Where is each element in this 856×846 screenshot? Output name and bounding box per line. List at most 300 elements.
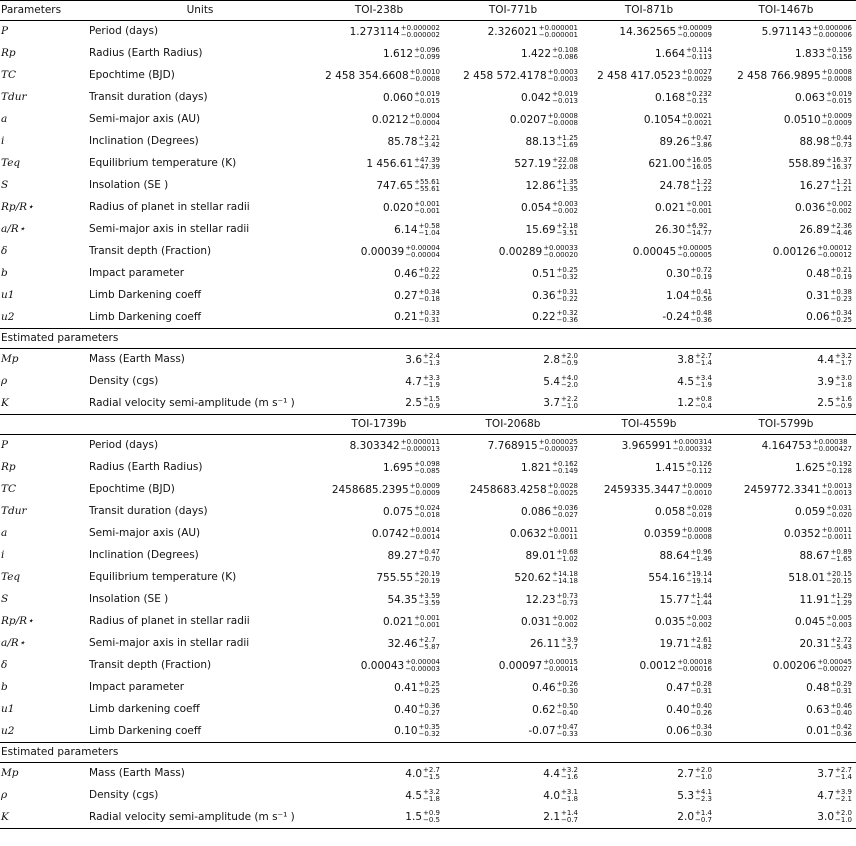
value-main: 0.045 <box>795 615 826 628</box>
parameter-value <box>582 699 716 721</box>
parameter-value <box>716 545 856 567</box>
value-minus-error: −1.0 <box>835 816 852 825</box>
parameter-value <box>444 393 582 415</box>
parameter-value <box>314 109 444 131</box>
value-minus-error: −0.027 <box>552 510 578 519</box>
parameter-symbol: Mp <box>1 767 19 780</box>
value-errors <box>557 549 578 563</box>
value-main: 1.625 <box>795 461 826 474</box>
value-plus-error: +0.000011 <box>400 437 440 446</box>
value-minus-error: −0.013 <box>552 96 578 105</box>
value-minus-error: −0.019 <box>686 510 712 519</box>
value-minus-error: −0.0011 <box>821 532 852 541</box>
table-row <box>0 807 856 829</box>
value-minus-error: −1.7 <box>835 358 852 367</box>
value-minus-error: −1.02 <box>556 554 578 563</box>
value-main: 0.31 <box>806 289 830 302</box>
value-plus-error: +6.92 <box>686 221 708 230</box>
value-main: 2 458 417.0523 <box>597 69 681 82</box>
value-errors <box>405 659 440 673</box>
value-errors <box>686 91 712 105</box>
value-main: 32.46 <box>387 637 418 650</box>
parameter-value <box>444 21 582 43</box>
value-plus-error: +0.162 <box>552 459 578 468</box>
parameter-value <box>716 501 856 523</box>
value-plus-error: +0.002 <box>826 199 852 208</box>
value-main: 0.00206 <box>772 659 817 672</box>
parameter-value <box>582 241 716 263</box>
parameter-value <box>444 109 582 131</box>
value-main: 0.021 <box>655 201 686 214</box>
value-minus-error: −0.002 <box>686 620 712 629</box>
value-errors <box>561 396 578 410</box>
value-plus-error: +22.08 <box>552 155 578 164</box>
parameter-value <box>582 611 716 633</box>
value-main: 3.6 <box>405 353 422 366</box>
value-errors <box>835 353 852 367</box>
value-plus-error: +16.05 <box>686 155 712 164</box>
value-plus-error: +0.21 <box>830 265 852 274</box>
parameter-value <box>444 435 582 457</box>
value-minus-error: −20.19 <box>414 576 440 585</box>
value-plus-error: +0.001 <box>414 199 440 208</box>
value-minus-error: −0.000001 <box>538 30 578 39</box>
value-errors <box>691 724 712 738</box>
value-main: 0.031 <box>521 615 552 628</box>
value-main: 0.054 <box>521 201 552 214</box>
value-main: 26.11 <box>529 637 560 650</box>
value-errors <box>423 353 440 367</box>
value-minus-error: −0.18 <box>418 294 440 303</box>
parameter-symbol: u1 <box>1 289 15 301</box>
value-plus-error: +3.59 <box>418 591 440 600</box>
parameter-symbol: ρ <box>1 789 8 801</box>
parameter-symbol: ρ <box>1 375 8 387</box>
value-minus-error: −0.00012 <box>817 250 852 259</box>
value-errors <box>817 659 852 673</box>
value-minus-error: −0.19 <box>830 272 852 281</box>
value-main: 0.30 <box>666 267 690 280</box>
value-plus-error: +55.61 <box>414 177 440 186</box>
value-plus-error: +2.0 <box>695 765 712 774</box>
value-errors <box>552 505 578 519</box>
value-plus-error: +0.31 <box>556 287 578 296</box>
value-plus-error: +0.00005 <box>677 243 712 252</box>
value-plus-error: +0.0008 <box>821 67 852 76</box>
value-minus-error: −0.32 <box>418 730 440 739</box>
parameter-value <box>582 21 716 43</box>
parameter-symbol: K <box>0 393 86 415</box>
value-plus-error: +0.108 <box>552 45 578 54</box>
value-main: 0.22 <box>532 311 556 324</box>
value-plus-error: +0.22 <box>418 265 440 274</box>
value-plus-error: +3.4 <box>695 373 712 382</box>
value-plus-error: +0.0021 <box>681 111 712 120</box>
parameter-unit: Mass (Earth Mass) <box>89 767 185 780</box>
value-errors <box>401 25 440 39</box>
value-main: 1.273114 <box>349 25 400 38</box>
parameter-value <box>582 109 716 131</box>
value-errors <box>691 681 712 695</box>
value-plus-error: +0.028 <box>686 503 712 512</box>
value-main: 3.8 <box>677 353 694 366</box>
value-plus-error: +1.5 <box>423 395 440 404</box>
value-errors <box>831 637 852 651</box>
value-errors <box>557 223 578 237</box>
table-row <box>0 523 856 545</box>
value-main: 0.035 <box>655 615 686 628</box>
value-plus-error: +0.0013 <box>821 481 852 490</box>
value-minus-error: −0.00004 <box>405 250 440 259</box>
value-minus-error: −2.1 <box>835 794 852 803</box>
value-errors <box>695 353 712 367</box>
parameter-value <box>582 523 716 545</box>
value-main: 0.62 <box>532 703 556 716</box>
value-minus-error: −22.08 <box>552 162 578 171</box>
value-minus-error: −0.36 <box>830 730 852 739</box>
value-errors <box>831 549 852 563</box>
value-plus-error: +0.36 <box>418 701 440 710</box>
parameter-value <box>314 677 444 699</box>
table-row <box>0 435 856 457</box>
value-main: 7.768915 <box>487 439 538 452</box>
value-main: 16.27 <box>799 179 830 192</box>
parameter-value <box>716 307 856 329</box>
value-main: 19.71 <box>659 637 690 650</box>
value-plus-error: +0.0011 <box>821 525 852 534</box>
value-errors <box>410 69 440 83</box>
value-minus-error: −0.0003 <box>547 74 578 83</box>
value-errors <box>405 245 440 259</box>
parameter-value <box>314 393 444 415</box>
parameter-symbol: b <box>1 267 8 279</box>
parameter-symbol: Teq <box>1 157 21 169</box>
value-plus-error: +0.48 <box>690 309 712 318</box>
value-plus-error: +0.096 <box>414 45 440 54</box>
value-errors <box>831 724 852 738</box>
parameter-value <box>314 263 444 285</box>
value-minus-error: −4.46 <box>830 228 852 237</box>
table-row <box>0 371 856 393</box>
value-plus-error: +2.61 <box>690 635 712 644</box>
parameter-value <box>314 21 444 43</box>
value-errors <box>831 223 852 237</box>
value-main: 0.01 <box>806 725 830 738</box>
value-minus-error: −0.30 <box>556 686 578 695</box>
parameter-unit: Epochtime (BJD) <box>89 483 175 495</box>
parameter-value <box>314 307 444 329</box>
value-errors <box>419 593 440 607</box>
value-main: 0.40 <box>666 703 690 716</box>
value-minus-error: −0.23 <box>830 294 852 303</box>
parameter-value <box>314 721 444 743</box>
table-row <box>0 479 856 501</box>
value-errors <box>561 353 578 367</box>
parameter-value <box>582 197 716 219</box>
section-header-row <box>0 329 856 349</box>
value-main: 0.0510 <box>783 113 821 126</box>
value-main: 0.00045 <box>632 245 677 258</box>
header-planet: TOI-238b <box>314 1 444 21</box>
value-plus-error: +0.003 <box>552 199 578 208</box>
value-minus-error: −0.00014 <box>543 664 578 673</box>
value-main: 3.965991 <box>621 439 672 452</box>
value-errors <box>835 789 852 803</box>
value-errors <box>682 483 712 497</box>
value-plus-error: +0.68 <box>556 547 578 556</box>
value-minus-error: −1.21 <box>830 184 852 193</box>
parameter-value <box>444 131 582 153</box>
value-errors <box>414 179 440 193</box>
parameter-value <box>716 263 856 285</box>
parameter-value <box>716 785 856 807</box>
parameter-symbol: u2 <box>0 307 86 329</box>
value-errors <box>561 810 578 824</box>
value-errors <box>552 461 578 475</box>
value-errors <box>414 505 440 519</box>
parameter-value <box>314 175 444 197</box>
parameter-value <box>582 785 716 807</box>
value-errors <box>831 135 852 149</box>
value-main: -0.24 <box>662 311 690 324</box>
parameter-symbol: Rp <box>1 47 16 59</box>
value-minus-error: −0.015 <box>414 96 440 105</box>
parameter-value <box>582 567 716 589</box>
value-main: 2458685.2395 <box>331 483 409 496</box>
parameter-value <box>444 501 582 523</box>
value-minus-error: −0.5 <box>423 816 440 825</box>
value-minus-error: −0.00005 <box>677 250 712 259</box>
parameter-symbol: Rp <box>1 461 16 473</box>
value-main: 0.0207 <box>509 113 547 126</box>
parameter-unit: Mass (Earth Mass) <box>89 353 185 366</box>
value-minus-error: −1.0 <box>561 402 578 411</box>
parameter-value <box>716 197 856 219</box>
value-main: 0.27 <box>394 289 418 302</box>
parameter-value <box>314 131 444 153</box>
value-errors <box>826 201 852 215</box>
value-main: 2.8 <box>543 353 560 366</box>
value-minus-error: −0.112 <box>686 466 712 475</box>
value-errors <box>831 267 852 281</box>
value-main: 1.664 <box>655 47 686 60</box>
value-errors <box>552 615 578 629</box>
value-errors <box>414 615 440 629</box>
parameter-unit: Semi-major axis in stellar radii <box>89 223 250 235</box>
value-plus-error: +0.89 <box>830 547 852 556</box>
value-main: 0.40 <box>394 703 418 716</box>
parameter-value <box>582 285 716 307</box>
value-main: 0.0632 <box>509 527 547 540</box>
value-plus-error: +0.9 <box>423 809 440 818</box>
value-plus-error: +0.8 <box>695 395 712 404</box>
value-main: 11.91 <box>799 593 830 606</box>
parameter-value <box>444 785 582 807</box>
value-minus-error: −0.9 <box>835 402 852 411</box>
parameter-value <box>582 633 716 655</box>
header-planet: TOI-1739b <box>314 415 444 435</box>
value-plus-error: +20.19 <box>414 569 440 578</box>
value-errors <box>557 289 578 303</box>
value-errors <box>419 549 440 563</box>
value-main: 527.19 <box>514 157 552 170</box>
value-errors <box>673 439 712 453</box>
value-minus-error: −0.31 <box>418 316 440 325</box>
value-plus-error: +1.35 <box>556 177 578 186</box>
value-main: 3.7 <box>817 767 834 780</box>
value-minus-error: −0.0021 <box>681 118 712 127</box>
parameter-value <box>314 763 444 785</box>
value-minus-error: −0.002 <box>826 206 852 215</box>
value-errors <box>686 571 712 585</box>
value-main: 1 456.61 <box>366 157 414 170</box>
value-main: 2.7 <box>677 767 694 780</box>
value-plus-error: +0.96 <box>690 547 712 556</box>
value-minus-error: −0.002 <box>552 620 578 629</box>
value-main: 2.5 <box>405 397 422 410</box>
parameter-value <box>314 479 444 501</box>
value-minus-error: −0.085 <box>414 466 440 475</box>
table-row <box>0 307 856 329</box>
table-row <box>0 65 856 87</box>
value-main: 4.5 <box>677 375 694 388</box>
value-main: 88.98 <box>799 135 830 148</box>
value-minus-error: −1.8 <box>423 794 440 803</box>
value-main: 0.020 <box>383 201 414 214</box>
parameter-unit: Transit duration (days) <box>89 91 208 103</box>
value-minus-error: −0.0009 <box>409 488 440 497</box>
parameter-value <box>582 545 716 567</box>
value-minus-error: −0.018 <box>414 510 440 519</box>
value-minus-error: −0.9 <box>423 402 440 411</box>
table-row <box>0 545 856 567</box>
parameter-value <box>582 43 716 65</box>
table-row <box>0 589 856 611</box>
value-minus-error: −0.000002 <box>400 30 440 39</box>
value-plus-error: +0.47 <box>418 547 440 556</box>
parameter-symbol: K <box>0 807 86 829</box>
value-plus-error: +1.29 <box>830 591 852 600</box>
parameter-unit: Equilibrium temperature (K) <box>89 157 237 169</box>
value-plus-error: +2.4 <box>423 351 440 360</box>
parameter-value <box>444 175 582 197</box>
value-errors <box>419 135 440 149</box>
value-plus-error: +0.00004 <box>405 243 440 252</box>
value-main: 2 458 354.6608 <box>325 69 409 82</box>
value-errors <box>826 47 852 61</box>
value-plus-error: +16.37 <box>826 155 852 164</box>
parameter-value <box>444 567 582 589</box>
value-errors <box>557 267 578 281</box>
value-plus-error: +3.0 <box>835 373 852 382</box>
value-errors <box>414 91 440 105</box>
value-minus-error: −16.37 <box>826 162 852 171</box>
value-errors <box>686 47 712 61</box>
parameter-value <box>716 131 856 153</box>
table-row <box>0 349 856 371</box>
header-planet: TOI-1467b <box>716 1 856 21</box>
value-plus-error: +0.192 <box>826 459 852 468</box>
value-errors <box>561 637 578 651</box>
parameter-value <box>314 371 444 393</box>
value-minus-error: −0.0008 <box>409 74 440 83</box>
value-minus-error: −3.59 <box>418 598 440 607</box>
value-main: 0.0012 <box>639 659 677 672</box>
value-errors <box>419 223 440 237</box>
value-minus-error: −0.31 <box>690 686 712 695</box>
value-plus-error: +0.0010 <box>409 67 440 76</box>
value-main: 0.63 <box>806 703 830 716</box>
value-plus-error: +0.036 <box>552 503 578 512</box>
parameter-value <box>716 677 856 699</box>
parameter-unit: Equilibrium temperature (K) <box>89 571 237 583</box>
parameter-value <box>716 763 856 785</box>
parameter-value <box>314 435 444 457</box>
value-plus-error: +0.0004 <box>409 111 440 120</box>
value-main: 4.0 <box>405 767 422 780</box>
value-minus-error: −5.43 <box>830 642 852 651</box>
parameter-value <box>444 153 582 175</box>
parameter-unit: Radius of planet in stellar radii <box>89 201 250 213</box>
parameter-value <box>444 43 582 65</box>
header-planet: TOI-2068b <box>444 415 582 435</box>
parameter-value <box>716 43 856 65</box>
parameter-unit: Radius (Earth Radius) <box>89 461 203 473</box>
value-main: 2.5 <box>817 397 834 410</box>
header-planet: TOI-5799b <box>716 415 856 435</box>
value-errors <box>677 659 712 673</box>
value-main: 0.1054 <box>643 113 681 126</box>
value-plus-error: +0.00045 <box>817 657 852 666</box>
parameter-value <box>444 807 582 829</box>
parameter-value <box>314 501 444 523</box>
value-minus-error: −0.149 <box>552 466 578 475</box>
parameter-unit: Semi-major axis (AU) <box>89 113 201 125</box>
value-minus-error: −0.22 <box>418 272 440 281</box>
value-errors <box>695 810 712 824</box>
value-minus-error: −0.001 <box>686 206 712 215</box>
value-main: 554.16 <box>648 571 686 584</box>
value-errors <box>561 789 578 803</box>
value-plus-error: +14.18 <box>552 569 578 578</box>
value-main: 20.31 <box>799 637 830 650</box>
value-plus-error: +0.031 <box>826 503 852 512</box>
parameter-unit: Insolation (SE ) <box>89 593 169 605</box>
value-plus-error: +0.40 <box>690 701 712 710</box>
value-main: 88.67 <box>799 549 830 562</box>
value-minus-error: −5.87 <box>418 642 440 651</box>
parameter-value <box>716 285 856 307</box>
value-main: 85.78 <box>387 135 418 148</box>
value-minus-error: −0.25 <box>418 686 440 695</box>
value-errors <box>686 201 712 215</box>
value-plus-error: +19.14 <box>686 569 712 578</box>
value-plus-error: +0.001 <box>686 199 712 208</box>
value-minus-error: −1.22 <box>690 184 712 193</box>
value-minus-error: −0.26 <box>690 708 712 717</box>
value-minus-error: −0.128 <box>826 466 852 475</box>
parameter-value <box>716 435 856 457</box>
value-main: 14.362565 <box>619 25 677 38</box>
value-minus-error: −0.156 <box>826 52 852 61</box>
value-minus-error: −0.15 <box>686 96 708 105</box>
value-plus-error: +0.29 <box>830 679 852 688</box>
parameter-value <box>444 285 582 307</box>
value-minus-error: −1.4 <box>835 772 852 781</box>
value-minus-error: −1.44 <box>690 598 712 607</box>
value-errors <box>817 245 852 259</box>
value-errors <box>826 505 852 519</box>
